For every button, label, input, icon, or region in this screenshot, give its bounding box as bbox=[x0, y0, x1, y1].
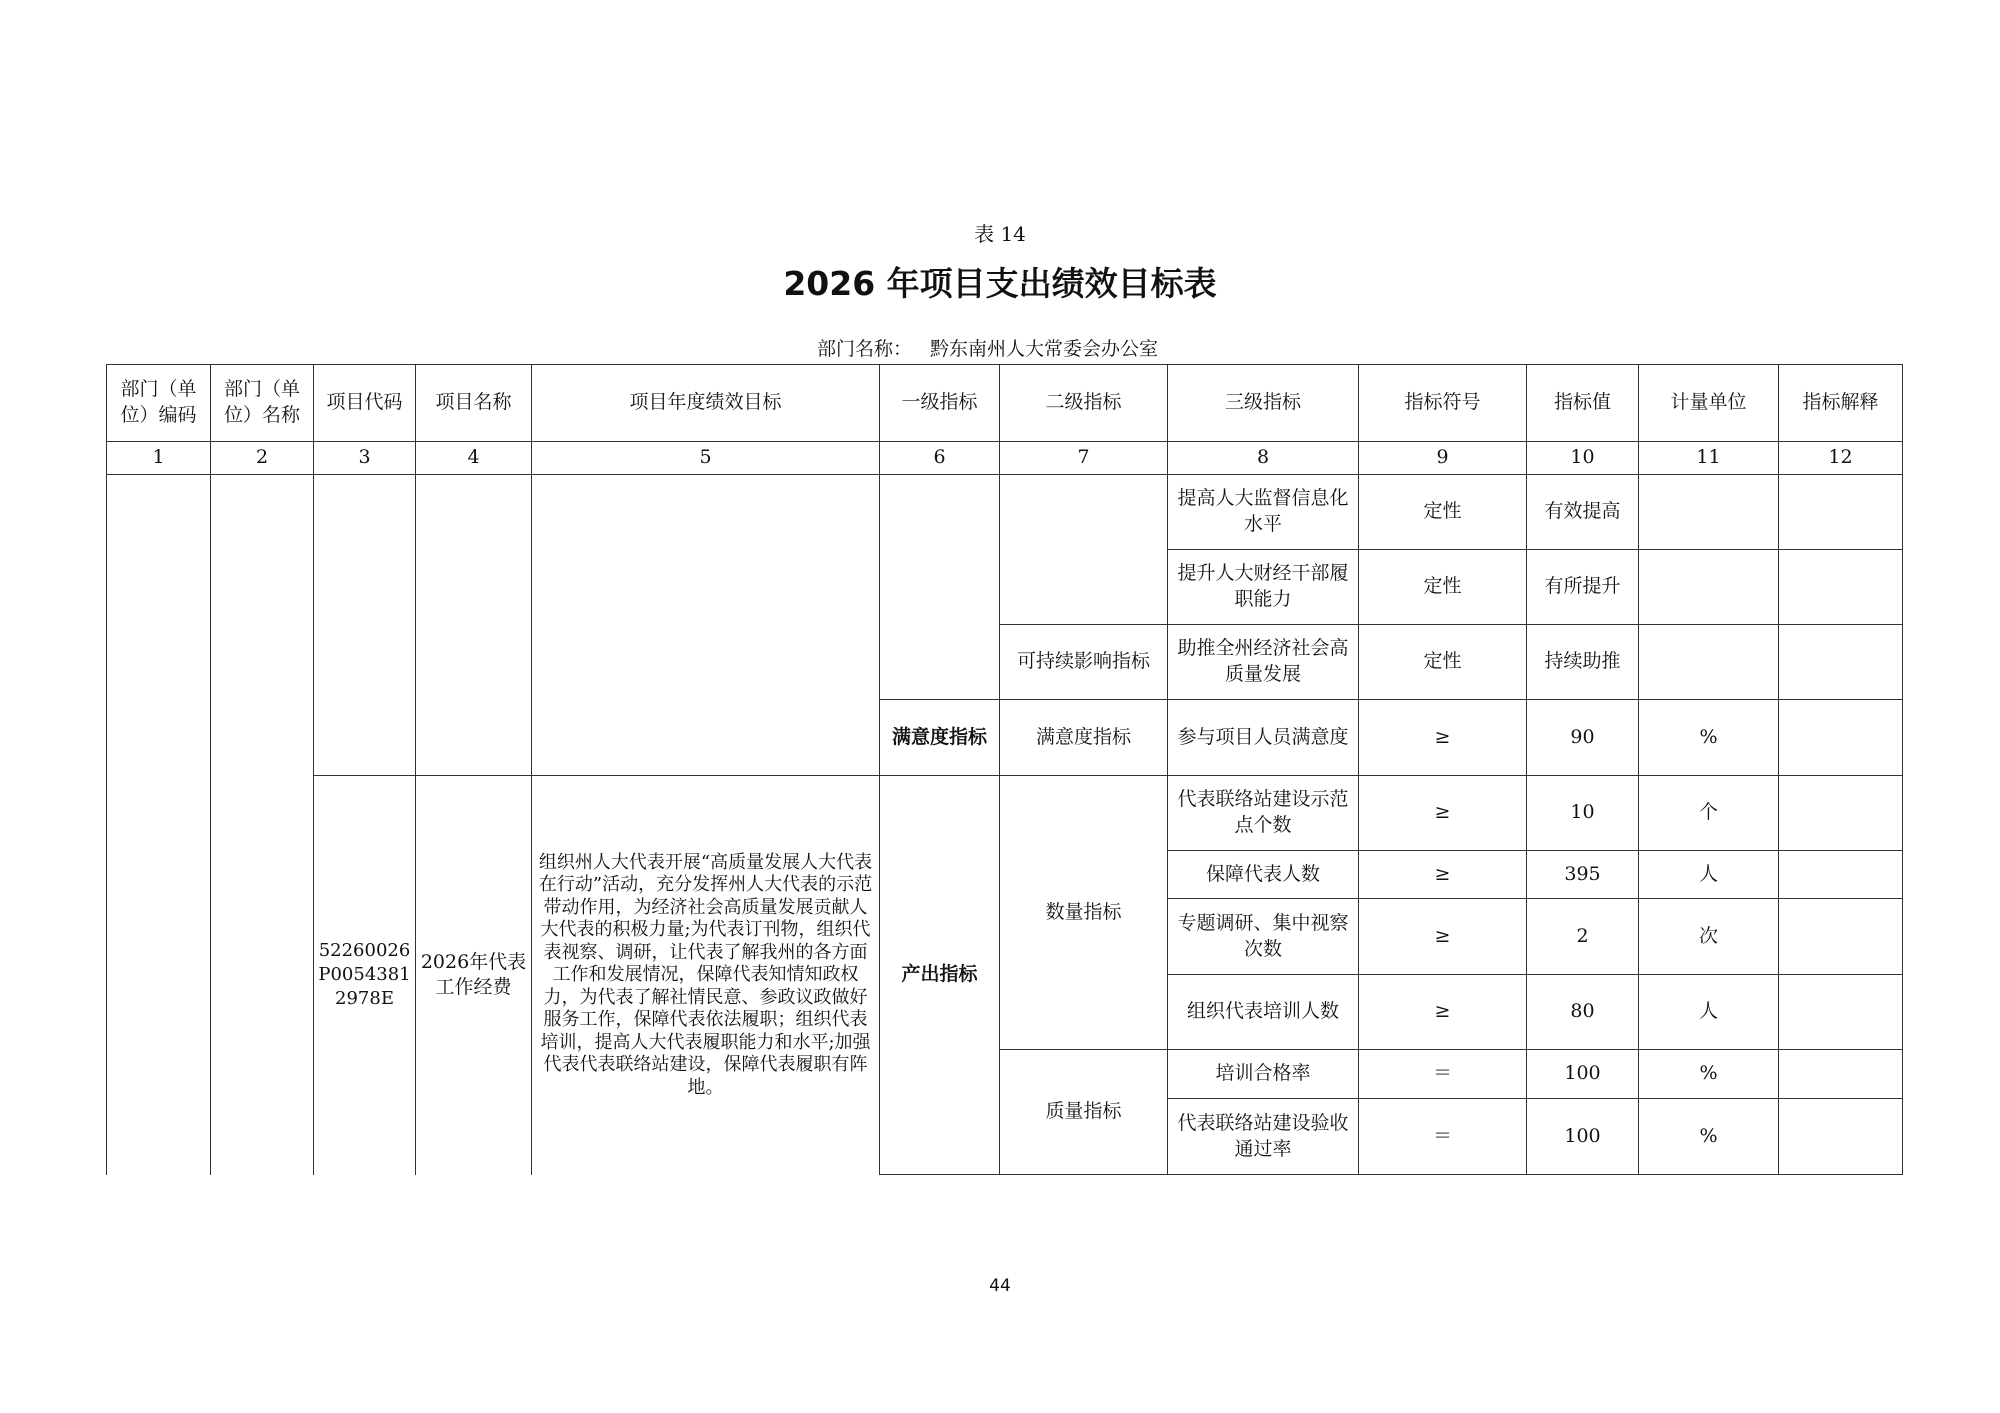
column-number: 8 bbox=[1168, 442, 1359, 475]
indicator-note bbox=[1779, 475, 1903, 550]
project-code-cell: 52260026P00543812978E bbox=[314, 776, 416, 1175]
indicator-value: 395 bbox=[1527, 851, 1639, 899]
level1-indicator: 产出指标 bbox=[880, 776, 1000, 1175]
level3-indicator: 代表联络站建设示范点个数 bbox=[1168, 776, 1359, 851]
performance-target-table bbox=[106, 364, 1903, 1175]
level3-indicator: 组织代表培训人数 bbox=[1168, 975, 1359, 1050]
level3-indicator: 专题调研、集中视察次数 bbox=[1168, 899, 1359, 975]
indicator-unit: 个 bbox=[1639, 776, 1779, 851]
indicator-value: 100 bbox=[1527, 1099, 1639, 1175]
indicator-symbol: ＝ bbox=[1359, 1099, 1527, 1175]
indicator-unit: % bbox=[1639, 1050, 1779, 1099]
project-code-cell bbox=[314, 475, 416, 776]
header-cell: 指标符号 bbox=[1359, 365, 1527, 442]
column-number: 6 bbox=[880, 442, 1000, 475]
level2-indicator bbox=[1000, 475, 1168, 625]
header-cell: 计量单位 bbox=[1639, 365, 1779, 442]
indicator-symbol: ≥ bbox=[1359, 851, 1527, 899]
indicator-unit bbox=[1639, 625, 1779, 700]
header-cell: 三级指标 bbox=[1168, 365, 1359, 442]
indicator-note bbox=[1779, 700, 1903, 776]
column-number: 3 bbox=[314, 442, 416, 475]
level3-indicator: 保障代表人数 bbox=[1168, 851, 1359, 899]
column-number: 5 bbox=[532, 442, 880, 475]
indicator-value: 80 bbox=[1527, 975, 1639, 1050]
indicator-unit: 人 bbox=[1639, 975, 1779, 1050]
project-goal-cell bbox=[532, 475, 880, 776]
indicator-value: 2 bbox=[1527, 899, 1639, 975]
project-goal-cell: 组织州人大代表开展“高质量发展人大代表在行动”活动，充分发挥州人大代表的示范带动作用，为经济社会高质量发展贡献人大代表的积极力量;为代表订刊物，组织代表视察、调研，让代表了解我州的各方面工作和发展情况，保障代表知情知政权力，为代表了解社情民意、参政议政做好服务工作，保障代表依法履职；组织代表培训，提高人大代表履职能力和水平;加强代表代表联络站建设，保障代表履职有阵地。 bbox=[532, 776, 880, 1175]
column-number: 4 bbox=[416, 442, 532, 475]
level3-indicator: 参与项目人员满意度 bbox=[1168, 700, 1359, 776]
indicator-symbol: 定性 bbox=[1359, 475, 1527, 550]
level1-indicator: 满意度指标 bbox=[880, 700, 1000, 776]
project-name-cell: 2026年代表工作经费 bbox=[416, 776, 532, 1175]
indicator-unit: 人 bbox=[1639, 851, 1779, 899]
header-cell: 项目代码 bbox=[314, 365, 416, 442]
table-row bbox=[107, 475, 1903, 550]
indicator-note bbox=[1779, 975, 1903, 1050]
department-label: 部门名称： bbox=[817, 338, 913, 360]
table-row bbox=[107, 776, 1903, 851]
column-number: 12 bbox=[1779, 442, 1903, 475]
indicator-symbol: ≥ bbox=[1359, 975, 1527, 1050]
level2-indicator: 可持续影响指标 bbox=[1000, 625, 1168, 700]
page-title: 2026 年项目支出绩效目标表 bbox=[783, 264, 1217, 303]
indicator-note bbox=[1779, 776, 1903, 851]
header-cell: 指标解释 bbox=[1779, 365, 1903, 442]
indicator-value: 有效提高 bbox=[1527, 475, 1639, 550]
indicator-note bbox=[1779, 899, 1903, 975]
column-number: 9 bbox=[1359, 442, 1527, 475]
indicator-note bbox=[1779, 851, 1903, 899]
header-cell: 二级指标 bbox=[1000, 365, 1168, 442]
level3-indicator: 代表联络站建设验收通过率 bbox=[1168, 1099, 1359, 1175]
indicator-unit: 次 bbox=[1639, 899, 1779, 975]
indicator-value: 有所提升 bbox=[1527, 550, 1639, 625]
level3-indicator: 助推全州经济社会高质量发展 bbox=[1168, 625, 1359, 700]
indicator-symbol: 定性 bbox=[1359, 550, 1527, 625]
indicator-value: 90 bbox=[1527, 700, 1639, 776]
column-number: 7 bbox=[1000, 442, 1168, 475]
indicator-symbol: ≥ bbox=[1359, 700, 1527, 776]
department-line bbox=[817, 334, 1158, 361]
indicator-symbol: ≥ bbox=[1359, 899, 1527, 975]
department-value: 黔东南州人大常委会办公室 bbox=[930, 338, 1159, 360]
indicator-symbol: 定性 bbox=[1359, 625, 1527, 700]
indicator-symbol: ≥ bbox=[1359, 776, 1527, 851]
level2-indicator: 满意度指标 bbox=[1000, 700, 1168, 776]
indicator-unit: % bbox=[1639, 700, 1779, 776]
header-row bbox=[107, 365, 1903, 442]
indicator-note bbox=[1779, 550, 1903, 625]
column-number: 2 bbox=[211, 442, 314, 475]
dept-name-cell bbox=[211, 475, 314, 1175]
indicator-unit bbox=[1639, 475, 1779, 550]
indicator-note bbox=[1779, 1050, 1903, 1099]
page-number: 44 bbox=[989, 1276, 1011, 1296]
indicator-value: 持续助推 bbox=[1527, 625, 1639, 700]
column-number: 1 bbox=[107, 442, 211, 475]
table-number: 表 14 bbox=[974, 222, 1026, 246]
header-cell: 指标值 bbox=[1527, 365, 1639, 442]
level2-indicator: 数量指标 bbox=[1000, 776, 1168, 1050]
indicator-note bbox=[1779, 625, 1903, 700]
header-cell: 一级指标 bbox=[880, 365, 1000, 442]
column-number-row bbox=[107, 442, 1903, 475]
indicator-value: 100 bbox=[1527, 1050, 1639, 1099]
level1-indicator bbox=[880, 475, 1000, 700]
level3-indicator: 培训合格率 bbox=[1168, 1050, 1359, 1099]
column-number: 11 bbox=[1639, 442, 1779, 475]
level3-indicator: 提升人大财经干部履职能力 bbox=[1168, 550, 1359, 625]
level3-indicator: 提高人大监督信息化水平 bbox=[1168, 475, 1359, 550]
indicator-unit: % bbox=[1639, 1099, 1779, 1175]
project-name-cell bbox=[416, 475, 532, 776]
dept-code-cell bbox=[107, 475, 211, 1175]
indicator-note bbox=[1779, 1099, 1903, 1175]
column-number: 10 bbox=[1527, 442, 1639, 475]
level2-indicator: 质量指标 bbox=[1000, 1050, 1168, 1175]
indicator-value: 10 bbox=[1527, 776, 1639, 851]
indicator-unit bbox=[1639, 550, 1779, 625]
header-cell: 项目年度绩效目标 bbox=[532, 365, 880, 442]
header-cell: 项目名称 bbox=[416, 365, 532, 442]
indicator-symbol: ＝ bbox=[1359, 1050, 1527, 1099]
header-cell: 部门（单位）编码 bbox=[107, 365, 211, 442]
header-cell: 部门（单位）名称 bbox=[211, 365, 314, 442]
